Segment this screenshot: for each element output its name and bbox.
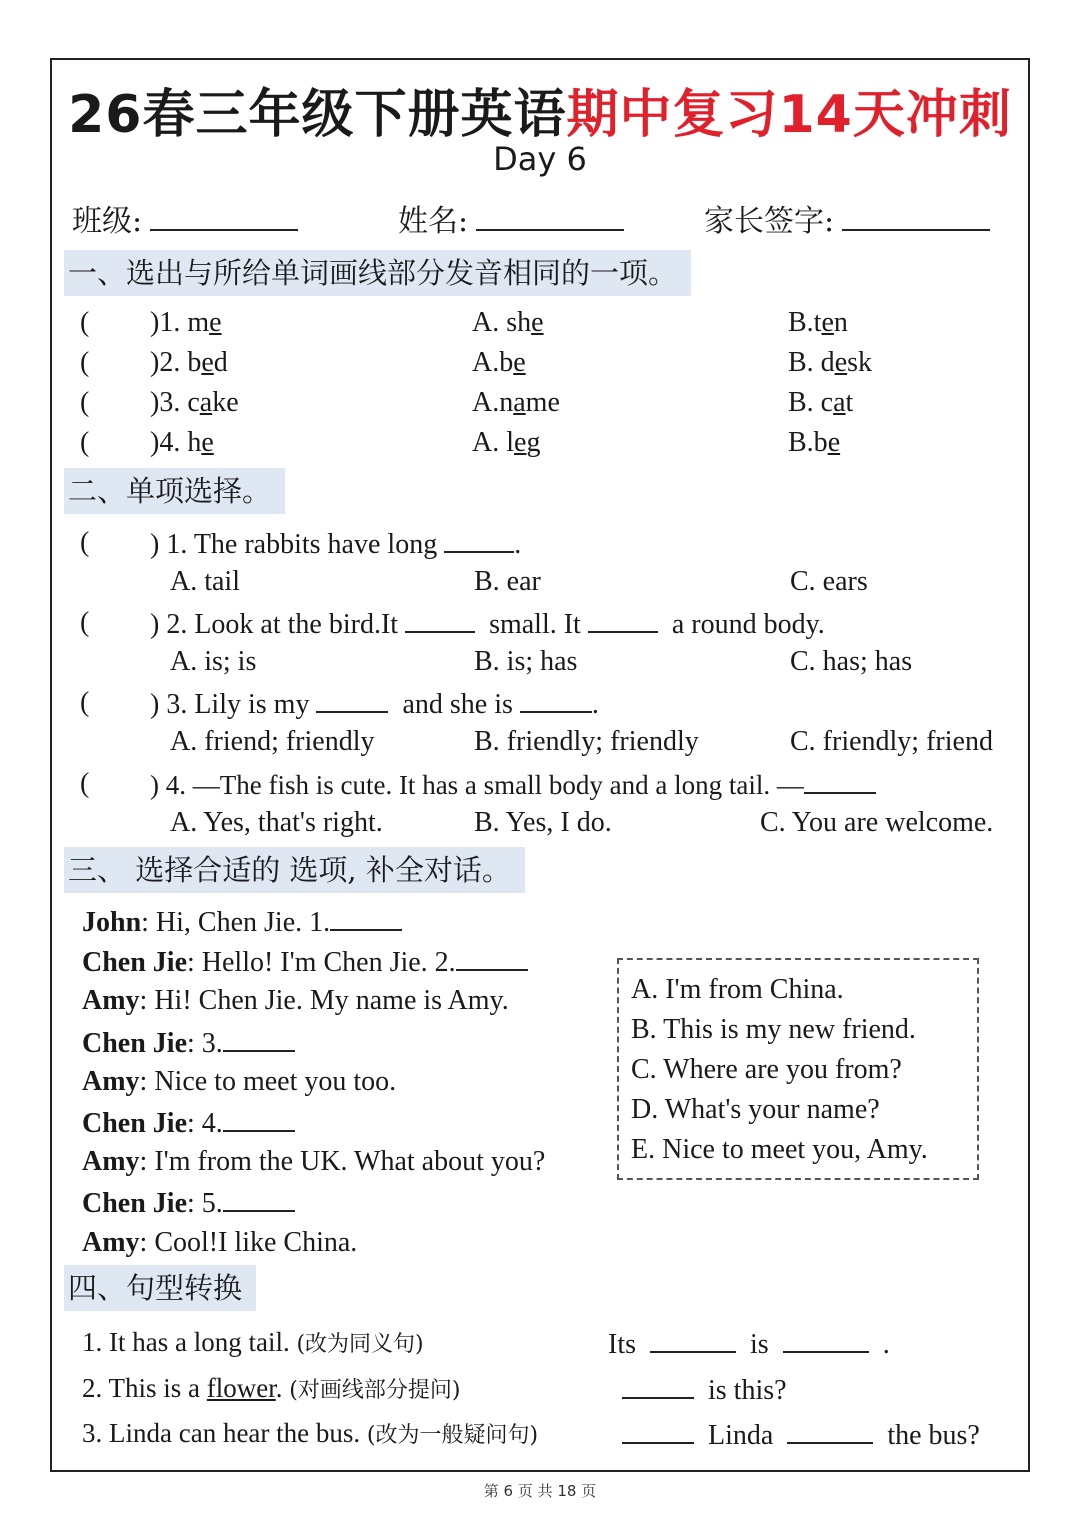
dialog-line: Amy: Nice to meet you too.: [82, 1065, 397, 1097]
answer-blank[interactable]: [330, 905, 402, 931]
q2-2-option-b[interactable]: B. is; has: [474, 646, 578, 677]
name-field[interactable]: 姓名:: [398, 196, 624, 240]
q1-option-b[interactable]: B.be: [788, 427, 841, 458]
answer-blank[interactable]: [622, 1373, 694, 1399]
dialog-option: E. Nice to meet you, Amy.: [631, 1134, 928, 1165]
answer-blank[interactable]: [783, 1327, 869, 1353]
dialog-line: Amy: Hi! Chen Jie. My name is Amy.: [82, 985, 509, 1017]
q1-word: )2. bed: [150, 347, 228, 378]
q1-option-a[interactable]: A. she: [472, 307, 544, 338]
q2-1-text: ) 1. The rabbits have long .: [150, 529, 522, 560]
q1-option-a[interactable]: A.name: [472, 387, 560, 418]
page-footer: 第 6 页 共 18 页: [483, 1482, 597, 1500]
q1-paren: (: [80, 387, 90, 418]
transform-question: 1. It has a long tail. (改为同义句): [82, 1327, 424, 1357]
transform-answer[interactable]: Linda the bus?: [608, 1418, 980, 1452]
q2-1-option-b[interactable]: B. ear: [474, 566, 541, 597]
q2-3-option-c[interactable]: C. friendly; friend: [790, 726, 993, 757]
speaker: Chen Jie: [82, 1108, 187, 1139]
q2-2-option-a[interactable]: A. is; is: [170, 646, 257, 677]
answer-blank[interactable]: [223, 1106, 295, 1132]
answer-blank[interactable]: [223, 1186, 295, 1212]
speaker: John: [82, 907, 142, 938]
speaker: Chen Jie: [82, 1027, 187, 1059]
class-field[interactable]: 班级:: [72, 196, 298, 240]
speaker: Amy: [82, 1226, 140, 1258]
dialog-line: Chen Jie: 5.: [82, 1186, 295, 1220]
q1-option-a[interactable]: A.be: [472, 347, 526, 378]
q1-paren: (: [80, 427, 90, 458]
section-2-heading: 二、单项选择。: [64, 468, 285, 514]
transform-answer[interactable]: Its is .: [608, 1329, 890, 1360]
q2-2: (: [80, 607, 90, 638]
dialog-line: John: Hi, Chen Jie. 1.: [82, 905, 402, 939]
parent-signature-field[interactable]: 家长签字:: [704, 196, 990, 240]
q2-4-option-b[interactable]: B. Yes, I do.: [474, 807, 612, 838]
dialog-option: C. Where are you from?: [631, 1054, 902, 1085]
q2-4-text: ) 4. —The fish is cute. It has a small body and a long tail. —: [150, 768, 876, 801]
dialog-option: A. I'm from China.: [631, 974, 844, 1005]
answer-blank[interactable]: [650, 1327, 736, 1353]
q2-4: (: [80, 768, 90, 799]
q1-paren: (: [80, 347, 90, 378]
day-label: Day 6: [493, 140, 587, 178]
transform-answer[interactable]: is this?: [608, 1373, 787, 1407]
q1-option-a[interactable]: A. leg: [472, 427, 541, 458]
dialog-line: Chen Jie: 4.: [82, 1106, 295, 1140]
q2-2-option-c[interactable]: C. has; has: [790, 646, 913, 677]
q2-4-option-a[interactable]: A. Yes, that's right.: [170, 807, 383, 838]
dialog-line: Amy: I'm from the UK. What about you?: [82, 1146, 546, 1178]
dialog-line: Amy: Cool!I like China.: [82, 1226, 358, 1258]
q2-2-text: ) 2. Look at the bird.It small. It a round body.: [150, 609, 825, 640]
q1-paren: (: [80, 307, 90, 338]
answer-blank[interactable]: [456, 945, 528, 971]
section-3-heading: 三、 选择合适的 选项, 补全对话。: [64, 847, 525, 893]
q2-3: (: [80, 687, 90, 718]
section-4-heading: 四、句型转换: [64, 1265, 256, 1311]
q2-3-option-b[interactable]: B. friendly; friendly: [474, 726, 699, 757]
transform-question: 2. This is a flower. (对画线部分提问): [82, 1372, 461, 1403]
q1-word: )4. he: [150, 427, 214, 458]
speaker: Amy: [82, 1146, 140, 1178]
q1-word: )3. cake: [150, 387, 239, 418]
q2-1: (: [80, 527, 90, 558]
q2-1-option-c[interactable]: C. ears: [790, 566, 868, 597]
q1-option-b[interactable]: B. desk: [788, 347, 873, 378]
speaker: Amy: [82, 1065, 140, 1097]
answer-blank[interactable]: [787, 1418, 873, 1444]
speaker: Amy: [82, 985, 140, 1017]
q2-3-text: ) 3. Lily is my and she is .: [150, 689, 599, 720]
q2-3-option-a[interactable]: A. friend; friendly: [170, 726, 375, 757]
section-1-heading: 一、选出与所给单词画线部分发音相同的一项。: [64, 250, 691, 296]
q2-4-option-c[interactable]: C. You are welcome.: [760, 807, 994, 838]
dialog-line: Chen Jie: 3.: [82, 1026, 295, 1060]
transform-question: 3. Linda can hear the bus. (改为一般疑问句): [82, 1418, 539, 1448]
q1-word: )1. me: [150, 307, 222, 338]
dialog-line: Chen Jie: Hello! I'm Chen Jie. 2.: [82, 945, 528, 979]
answer-blank[interactable]: [223, 1026, 295, 1052]
q1-option-b[interactable]: B.ten: [788, 307, 848, 338]
page-title: 26春三年级下册英语期中复习14天冲刺: [68, 85, 1012, 145]
q1-option-b[interactable]: B. cat: [788, 387, 854, 418]
speaker: Chen Jie: [82, 947, 187, 979]
q2-1-option-a[interactable]: A. tail: [170, 566, 240, 597]
dialog-option: D. What's your name?: [631, 1094, 880, 1125]
dialog-option: B. This is my new friend.: [631, 1014, 916, 1045]
answer-blank[interactable]: [622, 1418, 694, 1444]
speaker: Chen Jie: [82, 1188, 187, 1220]
